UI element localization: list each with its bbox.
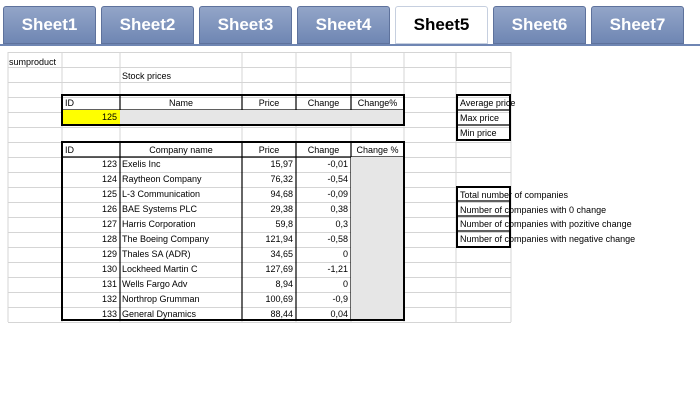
lookup-change-header: Change	[307, 98, 340, 108]
row-company[interactable]: Northrop Grumman	[122, 294, 200, 304]
tab-sheet6[interactable]: Sheet6	[493, 6, 586, 44]
row-change[interactable]: -0,58	[327, 234, 348, 244]
section-title: Stock prices	[122, 71, 172, 81]
row-company[interactable]: General Dynamics	[122, 309, 197, 319]
tab-sheet1[interactable]: Sheet1	[3, 6, 96, 44]
lookup-price-header: Price	[258, 98, 280, 108]
row-price[interactable]: 29,38	[270, 204, 293, 214]
row-id[interactable]: 131	[101, 279, 117, 289]
row-price[interactable]: 127,69	[265, 264, 293, 274]
row-price[interactable]: 88,44	[270, 309, 293, 319]
row-company[interactable]: Wells Fargo Adv	[122, 279, 188, 289]
row-change[interactable]: -0,9	[332, 294, 348, 304]
lookup-change-pct-header: Change%	[357, 98, 398, 108]
row-change[interactable]: 0	[342, 249, 348, 259]
row-company[interactable]: Lockheed Martin C	[122, 264, 198, 274]
tab-sheet2[interactable]: Sheet2	[101, 6, 194, 44]
lookup-name-header: Name	[168, 98, 193, 108]
row-id[interactable]: 128	[101, 234, 117, 244]
row-change[interactable]: 0,38	[330, 204, 348, 214]
lookup-id-header: ID	[65, 98, 74, 108]
min-price-label: Min price	[460, 128, 497, 138]
row-price[interactable]: 8,94	[275, 279, 293, 289]
row-price[interactable]: 94,68	[270, 189, 293, 199]
row-price[interactable]: 34,65	[270, 249, 293, 259]
row-company[interactable]: Thales SA (ADR)	[122, 249, 191, 259]
positive-change-label: Number of companies with pozitive change	[460, 219, 632, 229]
row-id[interactable]: 129	[101, 249, 117, 259]
stock-table-border	[61, 141, 405, 321]
row-company[interactable]: Exelis Inc	[122, 159, 161, 169]
row-company[interactable]: Harris Corporation	[122, 219, 196, 229]
row-change[interactable]: 0,04	[330, 309, 348, 319]
max-price-label: Max price	[460, 113, 500, 123]
tab-sheet4[interactable]: Sheet4	[297, 6, 390, 44]
row-company[interactable]: BAE Systems PLC	[122, 204, 198, 214]
row-id[interactable]: 123	[101, 159, 117, 169]
row-company[interactable]: The Boeing Company	[122, 234, 210, 244]
row-company[interactable]: L-3 Communication	[122, 189, 201, 199]
row-price[interactable]: 15,97	[270, 159, 293, 169]
lookup-id-input[interactable]: 125	[101, 112, 117, 122]
row-id[interactable]: 125	[101, 189, 117, 199]
row-change[interactable]: 0,3	[335, 219, 348, 229]
row-price[interactable]: 76,32	[270, 174, 293, 184]
row-price[interactable]: 59,8	[275, 219, 293, 229]
zero-change-label: Number of companies with 0 change	[460, 205, 607, 215]
row-id[interactable]: 133	[101, 309, 117, 319]
row-id[interactable]: 124	[101, 174, 117, 184]
stats-box-border	[456, 94, 511, 141]
row-id[interactable]: 126	[101, 204, 117, 214]
table-change-header: Change	[307, 145, 340, 155]
row-change[interactable]: -1,21	[327, 264, 348, 274]
table-price-header: Price	[258, 145, 280, 155]
row-id[interactable]: 132	[101, 294, 117, 304]
tab-sheet7[interactable]: Sheet7	[591, 6, 684, 44]
row-change[interactable]: -0,01	[327, 159, 348, 169]
table-change-pct-header: Change %	[356, 145, 399, 155]
row-price[interactable]: 121,94	[265, 234, 293, 244]
lookup-box-border	[61, 94, 405, 126]
row-company[interactable]: Raytheon Company	[122, 174, 202, 184]
counts-box-border	[456, 186, 511, 248]
row-change[interactable]: -0,54	[327, 174, 348, 184]
total-companies-label: Total number of companies	[460, 190, 569, 200]
row-change[interactable]: 0	[342, 279, 348, 289]
average-price-label: Average price	[460, 98, 516, 108]
row-price[interactable]: 100,69	[265, 294, 293, 304]
table-company-header: Company name	[149, 145, 213, 155]
corner-label: sumproduct	[9, 57, 57, 67]
negative-change-label: Number of companies with negative change	[460, 234, 636, 244]
row-id[interactable]: 130	[101, 264, 117, 274]
tab-sheet3[interactable]: Sheet3	[199, 6, 292, 44]
tab-sheet5[interactable]: Sheet5	[395, 6, 488, 44]
row-id[interactable]: 127	[101, 219, 117, 229]
table-id-header: ID	[65, 145, 74, 155]
row-change[interactable]: -0,09	[327, 189, 348, 199]
